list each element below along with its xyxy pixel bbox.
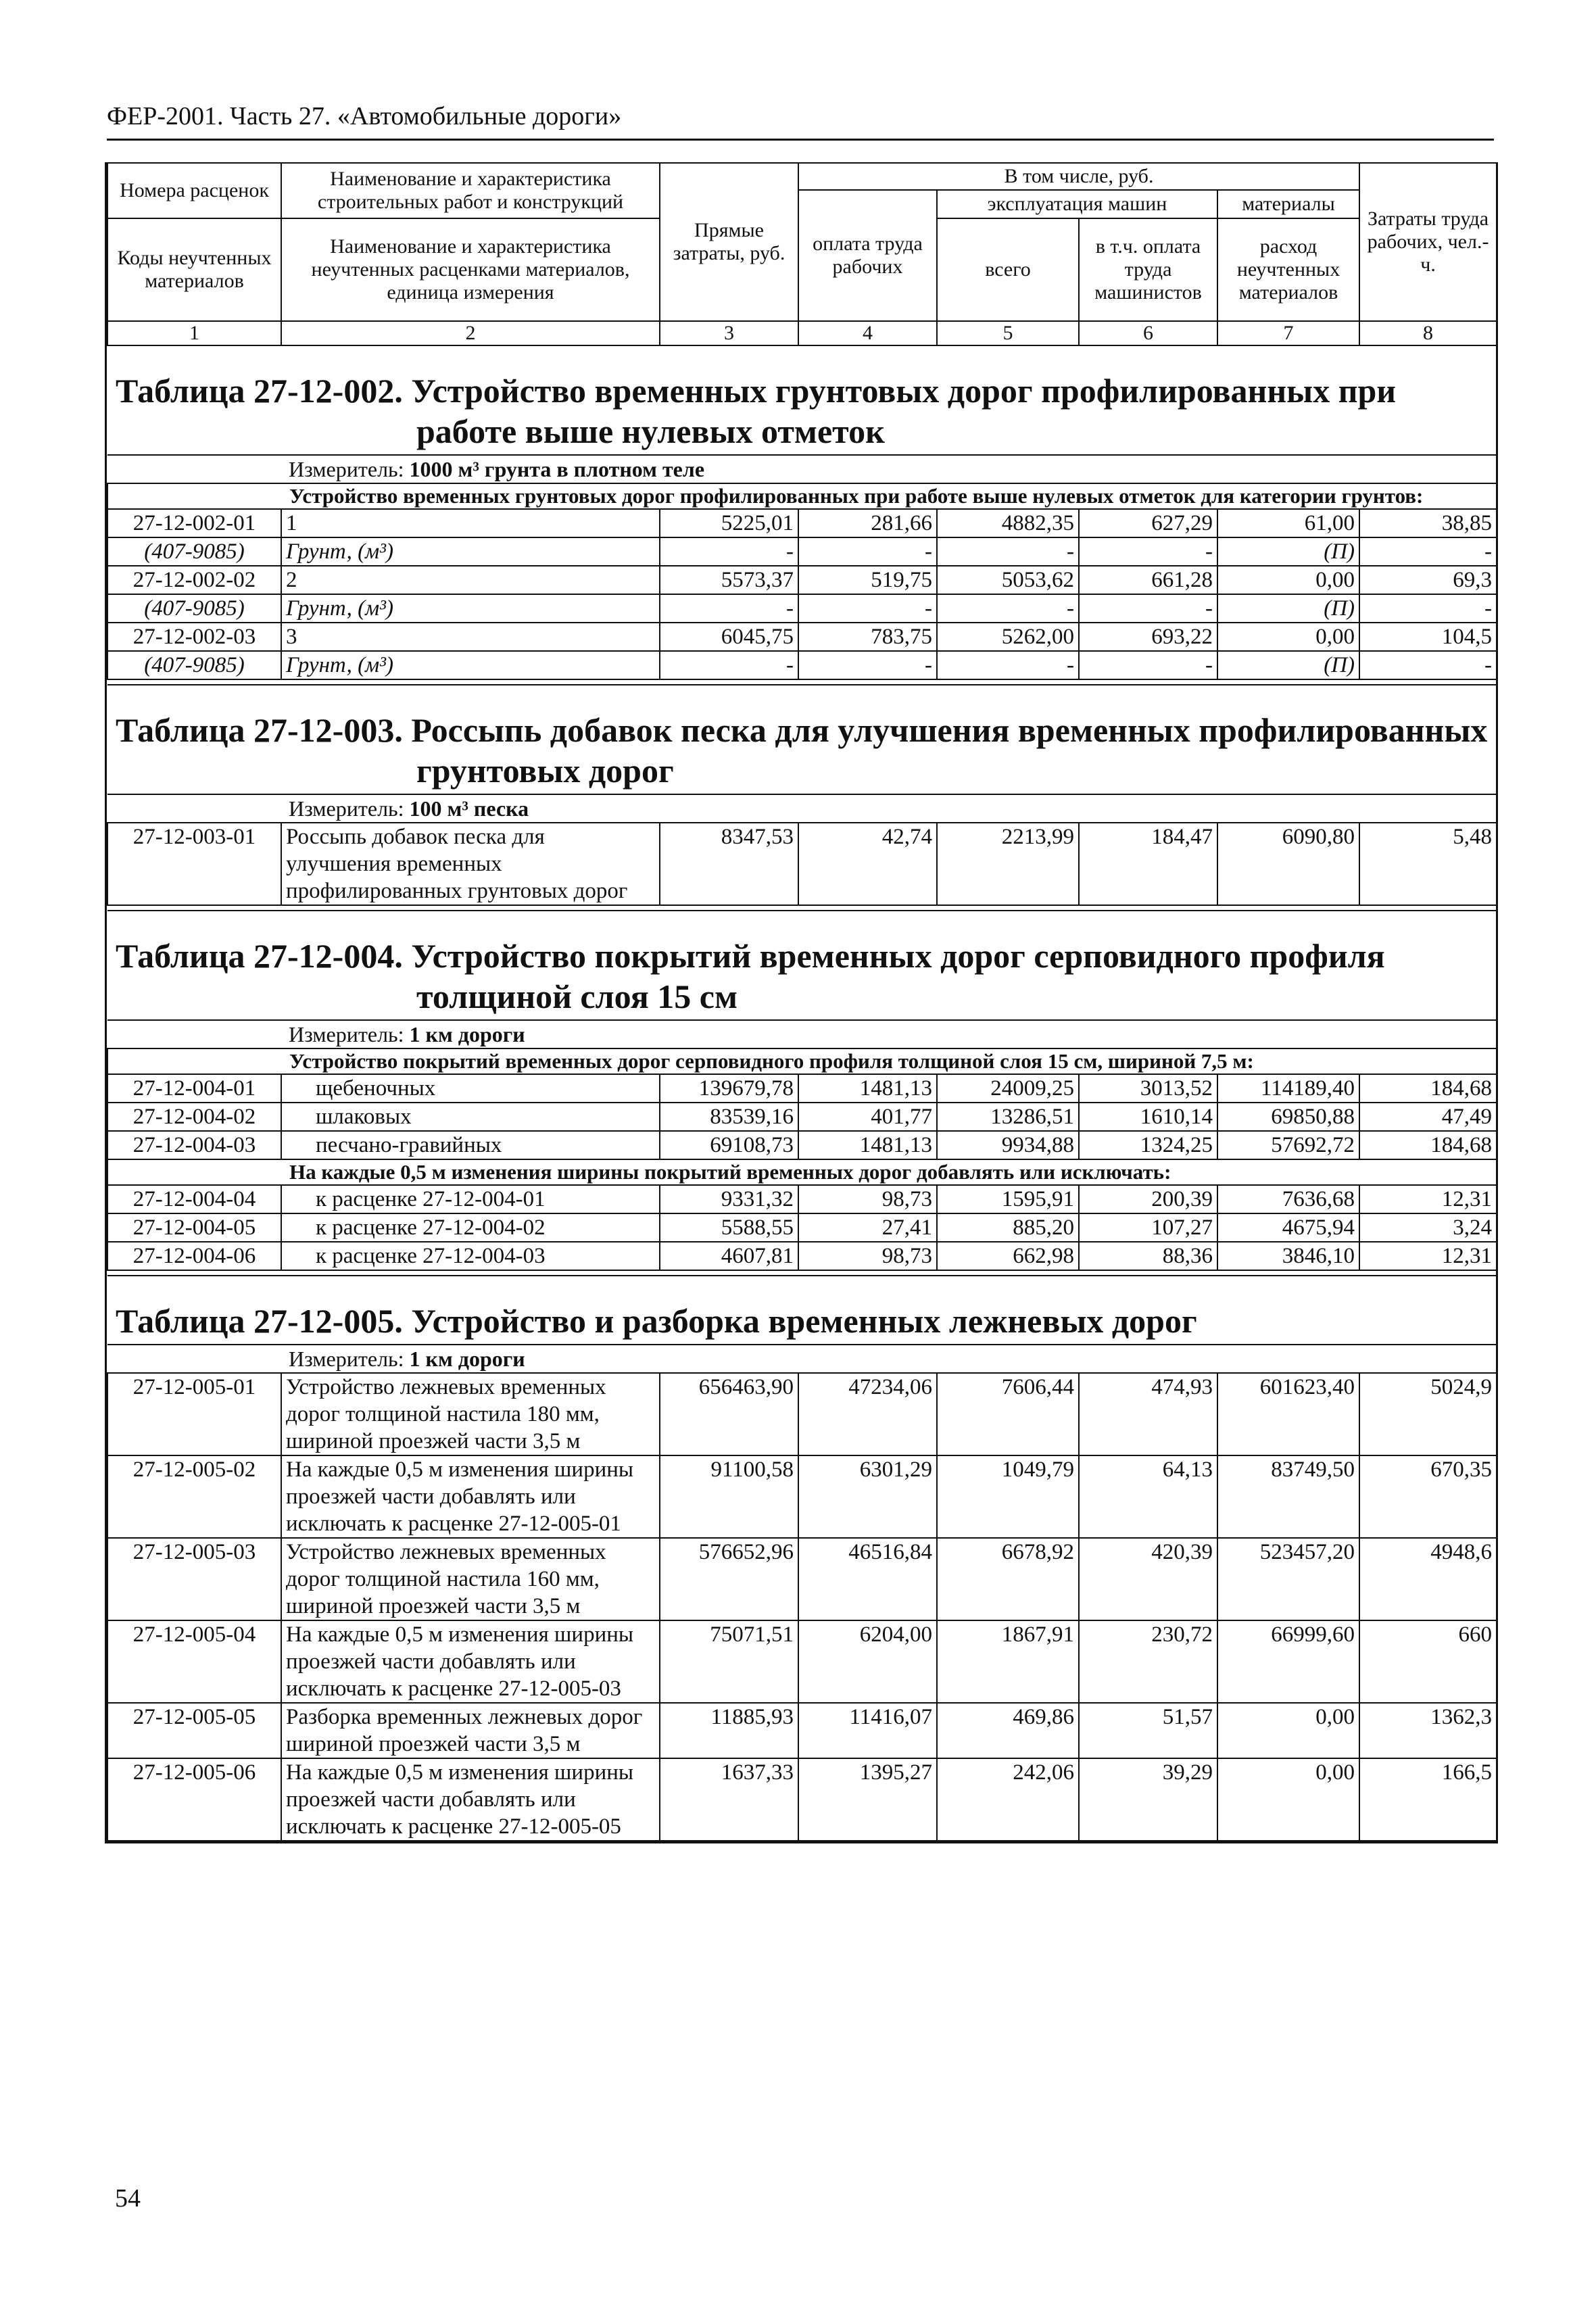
table-005-title: Таблица 27-12-005. Устройство и разборка временных лежневых дорог — [107, 1276, 1497, 1345]
rate-name: Устройство лежневых временных дорог толщиной настила 160 мм, шириной проезжей части 3,5 м — [281, 1538, 660, 1620]
value-v4: 1481,13 — [798, 1131, 937, 1159]
value-v4: 1395,27 — [798, 1758, 937, 1841]
value-v5: 1049,79 — [937, 1455, 1079, 1538]
value-v6: 200,39 — [1079, 1185, 1217, 1213]
col3-header: Прямые затраты, руб. — [660, 163, 798, 321]
dash: - — [660, 594, 798, 623]
material-row — [107, 594, 1497, 623]
rate-code: 27-12-004-04 — [107, 1185, 281, 1213]
col6-header: в т.ч. оплата труда машинистов — [1079, 218, 1217, 321]
materials-header: материалы — [1217, 190, 1359, 218]
table-row — [107, 1103, 1497, 1131]
colnum-6: 6 — [1079, 321, 1217, 345]
value-v8: 1362,3 — [1359, 1703, 1497, 1758]
material-name: Грунт, (м³) — [281, 537, 660, 566]
value-v5: 9934,88 — [937, 1131, 1079, 1159]
dash: - — [798, 537, 937, 566]
value-v8: 5,48 — [1359, 823, 1497, 905]
value-v8: 184,68 — [1359, 1131, 1497, 1159]
value-v8: 47,49 — [1359, 1103, 1497, 1131]
rate-code: 27-12-005-02 — [107, 1455, 281, 1538]
col2-header-top: Наименование и характеристика строительных работ и конструкций — [281, 163, 660, 218]
table-004-title: Таблица 27-12-004. Устройство покрытий временных дорог серповидного профиля толщиной слоя 15 см — [107, 911, 1497, 1020]
rate-code: 27-12-002-02 — [107, 566, 281, 594]
value-v6: 39,29 — [1079, 1758, 1217, 1841]
col1-header-top: Номера расценок — [107, 163, 281, 218]
value-v3: 139679,78 — [660, 1074, 798, 1103]
col2-header-bottom: Наименование и характеристика неучтенных расценками материалов, единица измерения — [281, 218, 660, 321]
col5-header: всего — [937, 218, 1079, 321]
rate-name: 3 — [281, 623, 660, 651]
value-v7: 66999,60 — [1217, 1620, 1359, 1703]
table-005-measure: Измеритель: 1 км дороги — [107, 1345, 1497, 1373]
value-v8: 69,3 — [1359, 566, 1497, 594]
value-v5: 24009,25 — [937, 1074, 1079, 1103]
value-v3: 5225,01 — [660, 509, 798, 537]
value-v6: 184,47 — [1079, 823, 1217, 905]
value-v3: 91100,58 — [660, 1455, 798, 1538]
col4-header: оплата труда рабочих — [798, 190, 937, 321]
table-row — [107, 1455, 1497, 1538]
value-v6: 627,29 — [1079, 509, 1217, 537]
dash: - — [1079, 651, 1217, 679]
value-v4: 47234,06 — [798, 1373, 937, 1455]
colnum-4: 4 — [798, 321, 937, 345]
value-v3: 9331,32 — [660, 1185, 798, 1213]
group-header: В том числе, руб. — [798, 163, 1359, 190]
table-row — [107, 1758, 1497, 1841]
value-v4: 27,41 — [798, 1213, 937, 1242]
value-v5: 7606,44 — [937, 1373, 1079, 1455]
table-row — [107, 566, 1497, 594]
value-v8: 3,24 — [1359, 1213, 1497, 1242]
value-v5: 5262,00 — [937, 623, 1079, 651]
table-row — [107, 1131, 1497, 1159]
rate-name: На каждые 0,5 м изменения ширины проезжей части добавлять или исключать к расценке 27-12-005-05 — [281, 1758, 660, 1841]
table-004-subheading-1: Устройство покрытий временных дорог серповидного профиля толщиной слоя 15 см, шириной 7,5 м: — [107, 1048, 1497, 1074]
value-v7: 7636,68 — [1217, 1185, 1359, 1213]
value-v8: 104,5 — [1359, 623, 1497, 651]
material-row — [107, 537, 1497, 566]
rates-table — [107, 162, 1497, 1841]
value-v6: 1324,25 — [1079, 1131, 1217, 1159]
material-unit-flag: (П) — [1217, 537, 1359, 566]
value-v5: 469,86 — [937, 1703, 1079, 1758]
value-v7: 57692,72 — [1217, 1131, 1359, 1159]
material-code: (407-9085) — [107, 651, 281, 679]
rate-name: Разборка временных лежневых дорог шириной проезжей части 3,5 м — [281, 1703, 660, 1758]
rate-name: Россыпь добавок песка для улучшения временных профилированных грунтовых дорог — [281, 823, 660, 905]
value-v7: 0,00 — [1217, 1758, 1359, 1841]
table-002-title: Таблица 27-12-002. Устройство временных грунтовых дорог профилированных при работе выше нулевых отметок — [107, 345, 1497, 455]
rate-code: 27-12-004-06 — [107, 1242, 281, 1270]
value-v7: 601623,40 — [1217, 1373, 1359, 1455]
value-v3: 8347,53 — [660, 823, 798, 905]
colnum-2: 2 — [281, 321, 660, 345]
table-row — [107, 623, 1497, 651]
rate-name: На каждые 0,5 м изменения ширины проезжей части добавлять или исключать к расценке 27-12-005-03 — [281, 1620, 660, 1703]
value-v5: 5053,62 — [937, 566, 1079, 594]
header-rule — [107, 139, 1494, 141]
value-v5: 242,06 — [937, 1758, 1079, 1841]
value-v5: 2213,99 — [937, 823, 1079, 905]
value-v6: 693,22 — [1079, 623, 1217, 651]
rate-code: 27-12-004-03 — [107, 1131, 281, 1159]
value-v6: 420,39 — [1079, 1538, 1217, 1620]
table-row — [107, 1538, 1497, 1620]
rate-name: к расценке 27-12-004-02 — [281, 1213, 660, 1242]
rate-name: Устройство лежневых временных дорог толщиной настила 180 мм, шириной проезжей части 3,5 м — [281, 1373, 660, 1455]
dash: - — [937, 594, 1079, 623]
value-v6: 88,36 — [1079, 1242, 1217, 1270]
value-v3: 83539,16 — [660, 1103, 798, 1131]
value-v6: 230,72 — [1079, 1620, 1217, 1703]
value-v3: 5588,55 — [660, 1213, 798, 1242]
rate-name: 1 — [281, 509, 660, 537]
rate-name: к расценке 27-12-004-03 — [281, 1242, 660, 1270]
dash: - — [1359, 537, 1497, 566]
table-004-subheading-2: На каждые 0,5 м изменения ширины покрытий временных дорог добавлять или исключать: — [107, 1159, 1497, 1185]
table-002-measure: Измеритель: 1000 м³ грунта в плотном теле — [107, 455, 1497, 483]
value-v5: 4882,35 — [937, 509, 1079, 537]
page-number: 54 — [115, 2184, 141, 2213]
value-v6: 3013,52 — [1079, 1074, 1217, 1103]
table-004-measure: Измеритель: 1 км дороги — [107, 1020, 1497, 1048]
value-v7: 69850,88 — [1217, 1103, 1359, 1131]
table-003-title: Таблица 27-12-003. Россыпь добавок песка для улучшения временных профилированных грунтовых дорог — [107, 685, 1497, 794]
value-v7: 4675,94 — [1217, 1213, 1359, 1242]
value-v6: 661,28 — [1079, 566, 1217, 594]
table-row — [107, 1242, 1497, 1270]
value-v4: 98,73 — [798, 1242, 937, 1270]
value-v3: 75071,51 — [660, 1620, 798, 1703]
colnum-7: 7 — [1217, 321, 1359, 345]
dash: - — [1079, 594, 1217, 623]
value-v3: 6045,75 — [660, 623, 798, 651]
value-v7: 523457,20 — [1217, 1538, 1359, 1620]
value-v8: 166,5 — [1359, 1758, 1497, 1841]
dash: - — [660, 651, 798, 679]
value-v3: 1637,33 — [660, 1758, 798, 1841]
table-row — [107, 1185, 1497, 1213]
col1-header-bottom: Коды неучтенных материалов — [107, 218, 281, 321]
colnum-3: 3 — [660, 321, 798, 345]
dash: - — [798, 651, 937, 679]
colnum-1: 1 — [107, 321, 281, 345]
value-v7: 0,00 — [1217, 566, 1359, 594]
value-v4: 783,75 — [798, 623, 937, 651]
rate-code: 27-12-005-03 — [107, 1538, 281, 1620]
rate-code: 27-12-005-06 — [107, 1758, 281, 1841]
value-v7: 114189,40 — [1217, 1074, 1359, 1103]
value-v7: 0,00 — [1217, 1703, 1359, 1758]
page-header: ФЕР-2001. Часть 27. «Автомобильные дороги» — [107, 102, 622, 130]
rate-name: песчано-гравийных — [281, 1131, 660, 1159]
value-v5: 1595,91 — [937, 1185, 1079, 1213]
rate-code: 27-12-004-05 — [107, 1213, 281, 1242]
value-v3: 11885,93 — [660, 1703, 798, 1758]
value-v8: 660 — [1359, 1620, 1497, 1703]
rate-name: щебеночных — [281, 1074, 660, 1103]
rate-name: шлаковых — [281, 1103, 660, 1131]
value-v8: 38,85 — [1359, 509, 1497, 537]
table-002-subheading: Устройство временных грунтовых дорог профилированных при работе выше нулевых отметок для категории грунтов: — [107, 483, 1497, 509]
dash: - — [937, 537, 1079, 566]
value-v4: 6204,00 — [798, 1620, 937, 1703]
value-v8: 12,31 — [1359, 1185, 1497, 1213]
value-v3: 69108,73 — [660, 1131, 798, 1159]
table-003-measure: Измеритель: 100 м³ песка — [107, 794, 1497, 823]
value-v5: 6678,92 — [937, 1538, 1079, 1620]
value-v7: 0,00 — [1217, 623, 1359, 651]
table-row — [107, 1703, 1497, 1758]
table-row — [107, 509, 1497, 537]
value-v5: 885,20 — [937, 1213, 1079, 1242]
value-v7: 61,00 — [1217, 509, 1359, 537]
value-v4: 1481,13 — [798, 1074, 937, 1103]
rate-code: 27-12-005-04 — [107, 1620, 281, 1703]
value-v3: 4607,81 — [660, 1242, 798, 1270]
rate-code: 27-12-005-01 — [107, 1373, 281, 1455]
column-numbers-row — [107, 321, 1497, 345]
material-row — [107, 651, 1497, 679]
dash: - — [937, 651, 1079, 679]
col7-header: расход неучтенных материалов — [1217, 218, 1359, 321]
colnum-8: 8 — [1359, 321, 1497, 345]
value-v8: 4948,6 — [1359, 1538, 1497, 1620]
col8-header: Затраты труда рабочих, чел.-ч. — [1359, 163, 1497, 321]
value-v7: 3846,10 — [1217, 1242, 1359, 1270]
value-v4: 11416,07 — [798, 1703, 937, 1758]
exploit-header: эксплуатация машин — [937, 190, 1217, 218]
material-name: Грунт, (м³) — [281, 594, 660, 623]
value-v5: 662,98 — [937, 1242, 1079, 1270]
material-name: Грунт, (м³) — [281, 651, 660, 679]
material-code: (407-9085) — [107, 594, 281, 623]
value-v5: 13286,51 — [937, 1103, 1079, 1131]
value-v6: 51,57 — [1079, 1703, 1217, 1758]
rate-name: к расценке 27-12-004-01 — [281, 1185, 660, 1213]
value-v6: 1610,14 — [1079, 1103, 1217, 1131]
value-v8: 12,31 — [1359, 1242, 1497, 1270]
value-v8: 670,35 — [1359, 1455, 1497, 1538]
value-v4: 281,66 — [798, 509, 937, 537]
value-v4: 98,73 — [798, 1185, 937, 1213]
rate-code: 27-12-002-01 — [107, 509, 281, 537]
rate-code: 27-12-003-01 — [107, 823, 281, 905]
material-unit-flag: (П) — [1217, 594, 1359, 623]
dash: - — [1359, 594, 1497, 623]
table-row — [107, 1373, 1497, 1455]
value-v4: 6301,29 — [798, 1455, 937, 1538]
value-v4: 401,77 — [798, 1103, 937, 1131]
table-row — [107, 823, 1497, 905]
value-v6: 107,27 — [1079, 1213, 1217, 1242]
value-v3: 576652,96 — [660, 1538, 798, 1620]
rate-name: На каждые 0,5 м изменения ширины проезжей части добавлять или исключать к расценке 27-12-005-01 — [281, 1455, 660, 1538]
value-v4: 46516,84 — [798, 1538, 937, 1620]
rate-name: 2 — [281, 566, 660, 594]
table-row — [107, 1620, 1497, 1703]
table-row — [107, 1213, 1497, 1242]
rates-table-frame — [105, 162, 1498, 1843]
value-v5: 1867,91 — [937, 1620, 1079, 1703]
dash: - — [1079, 537, 1217, 566]
dash: - — [798, 594, 937, 623]
value-v3: 5573,37 — [660, 566, 798, 594]
value-v7: 83749,50 — [1217, 1455, 1359, 1538]
value-v7: 6090,80 — [1217, 823, 1359, 905]
material-code: (407-9085) — [107, 537, 281, 566]
rate-code: 27-12-004-01 — [107, 1074, 281, 1103]
material-unit-flag: (П) — [1217, 651, 1359, 679]
value-v8: 5024,9 — [1359, 1373, 1497, 1455]
rate-code: 27-12-004-02 — [107, 1103, 281, 1131]
rate-code: 27-12-002-03 — [107, 623, 281, 651]
colnum-5: 5 — [937, 321, 1079, 345]
value-v6: 474,93 — [1079, 1373, 1217, 1455]
value-v3: 656463,90 — [660, 1373, 798, 1455]
table-row — [107, 1074, 1497, 1103]
dash: - — [1359, 651, 1497, 679]
value-v4: 519,75 — [798, 566, 937, 594]
dash: - — [660, 537, 798, 566]
rate-code: 27-12-005-05 — [107, 1703, 281, 1758]
value-v4: 42,74 — [798, 823, 937, 905]
value-v6: 64,13 — [1079, 1455, 1217, 1538]
value-v8: 184,68 — [1359, 1074, 1497, 1103]
